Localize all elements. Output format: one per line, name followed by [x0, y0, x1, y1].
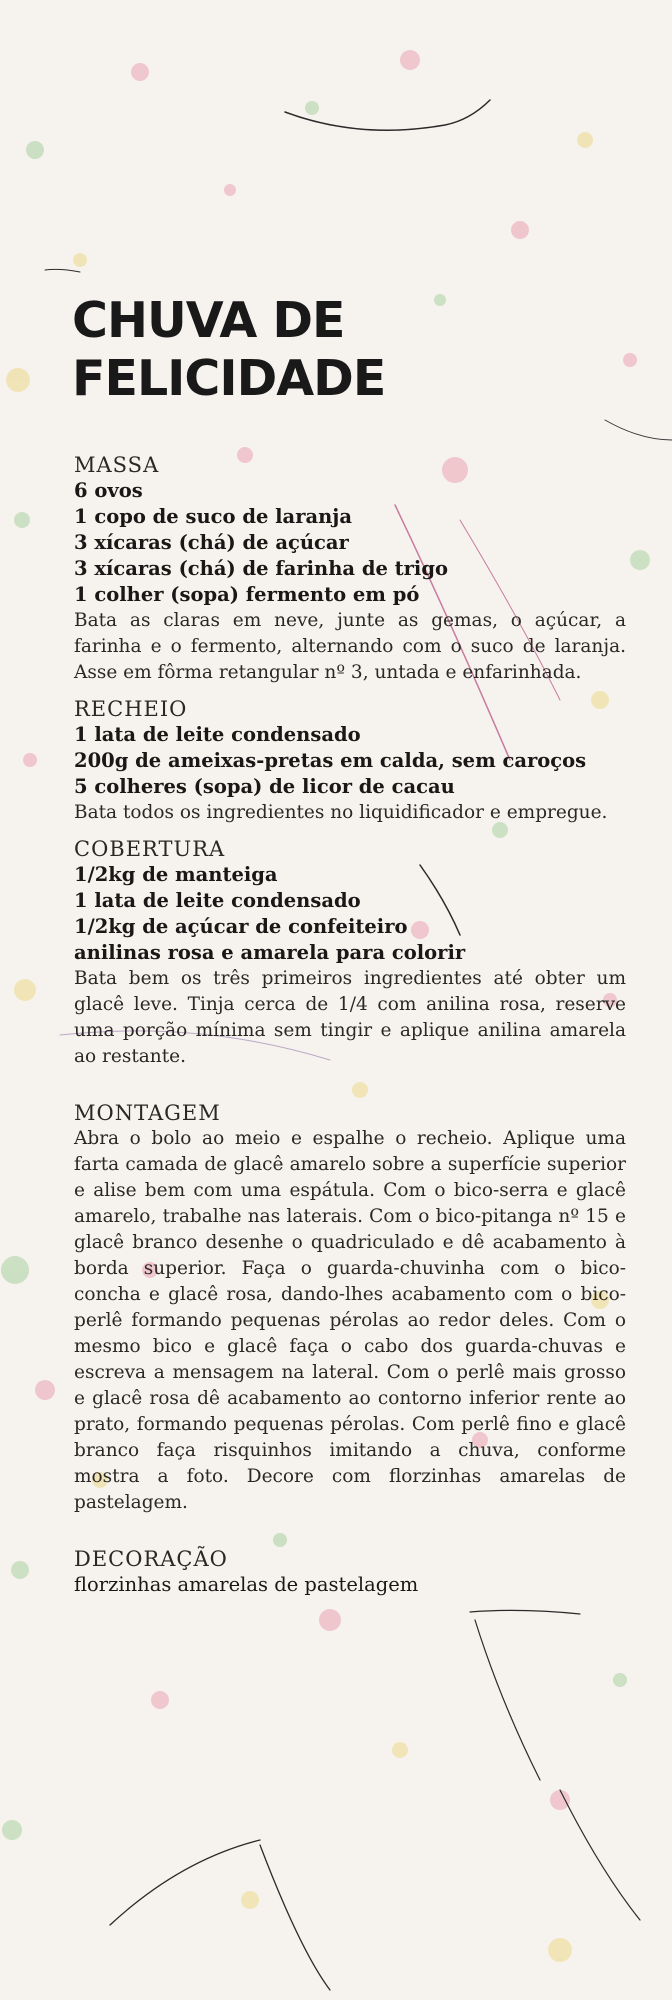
section-heading: MONTAGEM	[74, 1101, 221, 1125]
method-text: Abra o bolo ao meio e espalhe o recheio. Aplique uma farta camada de glacê amarelo sobre a superfície superior e alise bem com uma espátula. Com o bico-serra e glacê amarelo, trabalhe nas laterais. Com o bico-pitanga nº 15 e glacê branco desenhe o quadriculado e dê acabamento à borda superior. Faça o guarda-chuvinha com o bico-concha e glacê rosa, dando-lhes acabamento com o bico-perlê formando pequenas pérolas ao redor deles. Com o mesmo bico e glacê faça o cabo dos guarda-chuvas e escreva a mensagem na lateral. Com o perlê mais grosso e glacê rosa dê acabamento ao contorno inferior rente ao prato, formando pequenas pérolas. Com perlê fino e glacê branco faça risquinhos imitando a chuva, conforme mostra a foto. Decore com florzinhas amarelas de pastelagem.	[74, 1128, 626, 1513]
method-text: Bata bem os três primeiros ingredientes até obter um glacê leve. Tinja cerca de 1/4 com anilina rosa, reserve uma porção mínima sem tingir e aplique anilina amarela ao restante.	[74, 968, 626, 1067]
section-recheio	[74, 696, 626, 826]
ingredient-list	[74, 1572, 626, 1598]
ingredient: 1 copo de suco de laranja	[74, 505, 352, 528]
recipe-body	[74, 452, 626, 1598]
section-heading: MASSA	[74, 453, 160, 477]
ingredient: florzinhas amarelas de pastelagem	[74, 1573, 419, 1596]
section-decoracao	[74, 1546, 626, 1598]
section-cobertura	[74, 836, 626, 1070]
ingredient: 3 xícaras (chá) de farinha de trigo	[74, 557, 448, 580]
section-heading: COBERTURA	[74, 837, 226, 861]
ingredient: 3 xícaras (chá) de açúcar	[74, 531, 349, 554]
ingredient: 1 lata de leite condensado	[74, 889, 361, 912]
section-heading: RECHEIO	[74, 697, 188, 721]
method-text: Bata todos os ingredientes no liquidificador e empregue.	[74, 802, 608, 823]
ingredient: 1/2kg de açúcar de confeiteiro	[74, 915, 408, 938]
ingredient: 1 lata de leite condensado	[74, 723, 361, 746]
ingredient: anilinas rosa e amarela para colorir	[74, 941, 466, 964]
ingredient: 1/2kg de manteiga	[74, 863, 278, 886]
ingredient: 200g de ameixas-pretas em calda, sem caroços	[74, 749, 587, 772]
section-heading: DECORAÇÃO	[74, 1547, 228, 1571]
recipe-title	[72, 292, 385, 408]
method-text: Bata as claras em neve, junte as gemas, o açúcar, a farinha e o fermento, alternando com o suco de laranja. Asse em fôrma retangular nº 3, untada e enfarinhada.	[74, 610, 626, 683]
section-massa	[74, 452, 626, 686]
spacer	[74, 1080, 626, 1100]
ingredient: 5 colheres (sopa) de licor de cacau	[74, 775, 455, 798]
spacer	[74, 1526, 626, 1546]
ingredient-list	[74, 722, 626, 800]
ingredient: 1 colher (sopa) fermento em pó	[74, 583, 420, 606]
ingredient-list	[74, 478, 626, 608]
section-montagem	[74, 1100, 626, 1516]
title-line-2: FELICIDADE	[72, 350, 386, 407]
ingredient: 6 ovos	[74, 479, 143, 502]
ingredient-list	[74, 862, 626, 966]
title-line-1: CHUVA DE	[72, 292, 345, 349]
